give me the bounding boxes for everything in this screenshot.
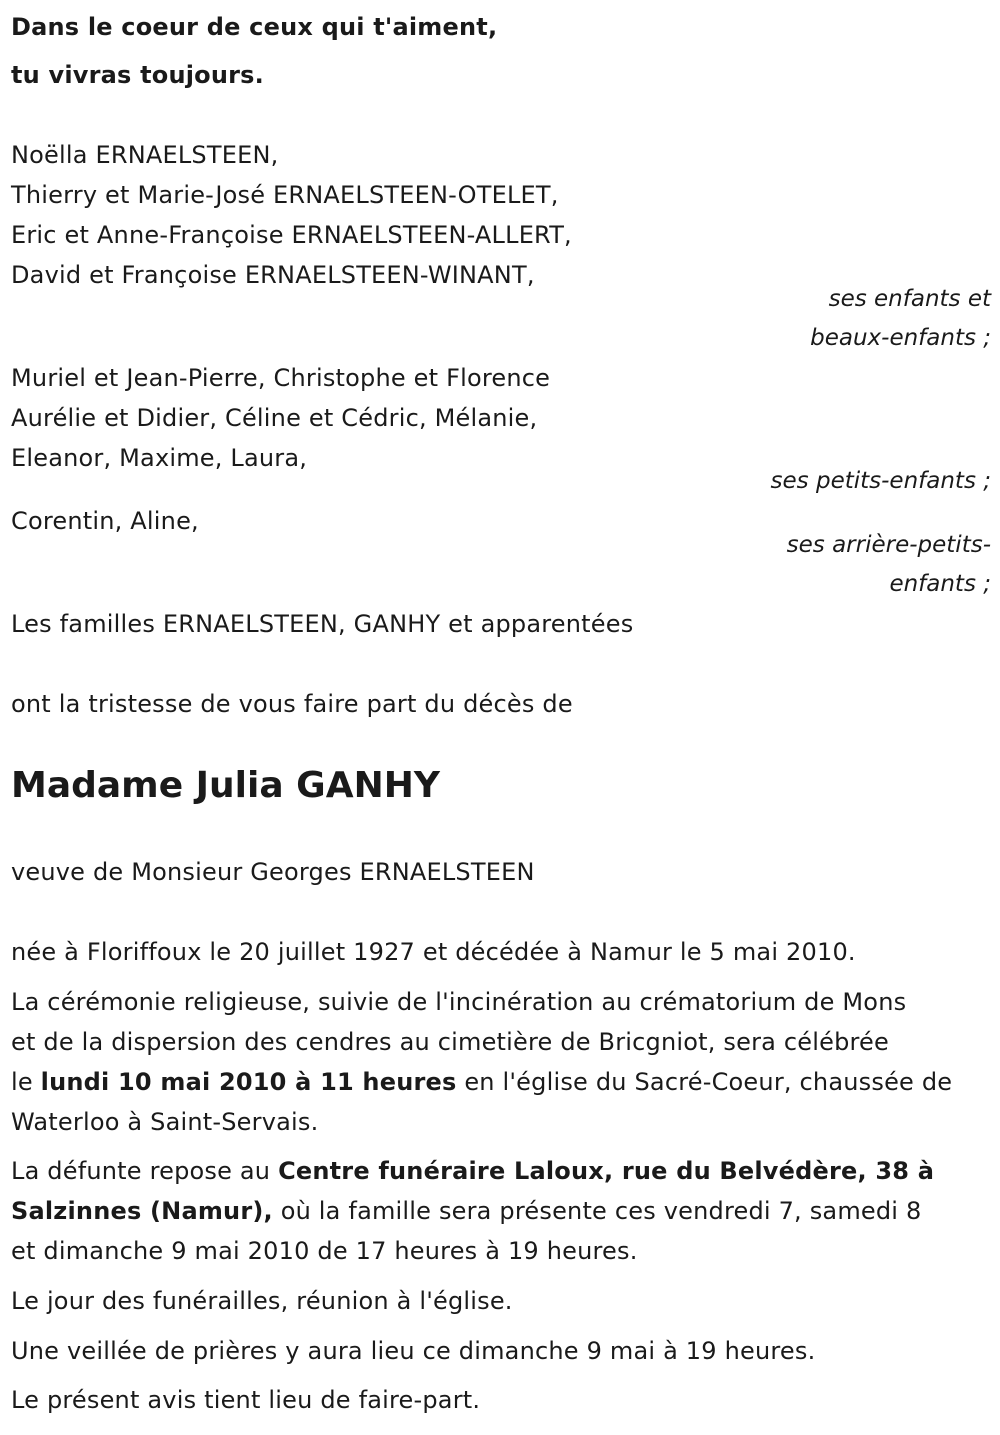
visitation-line-1-pre: La défunte repose au <box>11 1157 279 1185</box>
children-line-1: Noëlla ERNAELSTEEN, <box>11 141 279 169</box>
ceremony-date-time: lundi 10 mai 2010 à 11 heures <box>40 1068 457 1096</box>
ceremony-line-1: La cérémonie religieuse, suivie de l'incinération au crématorium de Mons <box>11 988 907 1016</box>
vigil-line: Une veillée de prières y aura lieu ce dimanche 9 mai à 19 heures. <box>11 1337 816 1365</box>
families-line: Les familles ERNAELSTEEN, GANHY et apparentées <box>11 610 634 638</box>
deceased-name: Madame Julia GANHY <box>11 765 440 806</box>
widow-of-line: veuve de Monsieur Georges ERNAELSTEEN <box>11 858 535 886</box>
visitation-line-3: et dimanche 9 mai 2010 de 17 heures à 19 heures. <box>11 1237 638 1265</box>
announcement-line: ont la tristesse de vous faire part du décès de <box>11 690 573 718</box>
children-line-4: David et Françoise ERNAELSTEEN-WINANT, <box>11 261 535 289</box>
visitation-line-2-post: où la famille sera présente ces vendredi 7, samedi 8 <box>272 1197 922 1225</box>
grandchildren-line-2: Aurélie et Didier, Céline et Cédric, Mélanie, <box>11 404 538 432</box>
visitation-line-2 <box>11 1196 921 1226</box>
children-role-1: ses enfants et <box>828 286 991 312</box>
ceremony-line-3-post: en l'église du Sacré-Coeur, chaussée de <box>456 1068 953 1096</box>
grandchildren-line-1: Muriel et Jean-Pierre, Christophe et Florence <box>11 364 551 392</box>
epigraph-line-1: Dans le coeur de ceux qui t'aiment, <box>11 13 498 41</box>
children-line-2: Thierry et Marie-José ERNAELSTEEN-OTELET, <box>11 181 559 209</box>
epigraph-line-2: tu vivras toujours. <box>11 61 264 89</box>
ceremony-line-3-pre: le <box>11 1068 41 1096</box>
funeral-day-line: Le jour des funérailles, réunion à l'église. <box>11 1287 513 1315</box>
visitation-line-1 <box>11 1156 934 1186</box>
ceremony-line-2: et de la dispersion des cendres au cimetière de Bricgniot, sera célébrée <box>11 1028 889 1056</box>
funeral-centre-address: Centre funéraire Laloux, rue du Belvédère, 38 à <box>278 1157 935 1185</box>
grandchildren-line-3: Eleanor, Maxime, Laura, <box>11 444 308 472</box>
ceremony-line-4: Waterloo à Saint-Servais. <box>11 1108 319 1136</box>
children-line-3: Eric et Anne-Françoise ERNAELSTEEN-ALLERT, <box>11 221 572 249</box>
birth-death-line: née à Floriffoux le 20 juillet 1927 et décédée à Namur le 5 mai 2010. <box>11 938 856 966</box>
great-grandchildren-role-1: ses arrière-petits- <box>786 532 991 558</box>
great-grandchildren-role-2: enfants ; <box>889 571 991 597</box>
grandchildren-role: ses petits-enfants ; <box>770 468 991 494</box>
ceremony-line-3 <box>11 1067 952 1097</box>
great-grandchildren-line: Corentin, Aline, <box>11 507 199 535</box>
funeral-centre-city: Salzinnes (Namur), <box>11 1197 273 1225</box>
notice-line: Le présent avis tient lieu de faire-part. <box>11 1386 481 1414</box>
children-role-2: beaux-enfants ; <box>810 325 991 351</box>
